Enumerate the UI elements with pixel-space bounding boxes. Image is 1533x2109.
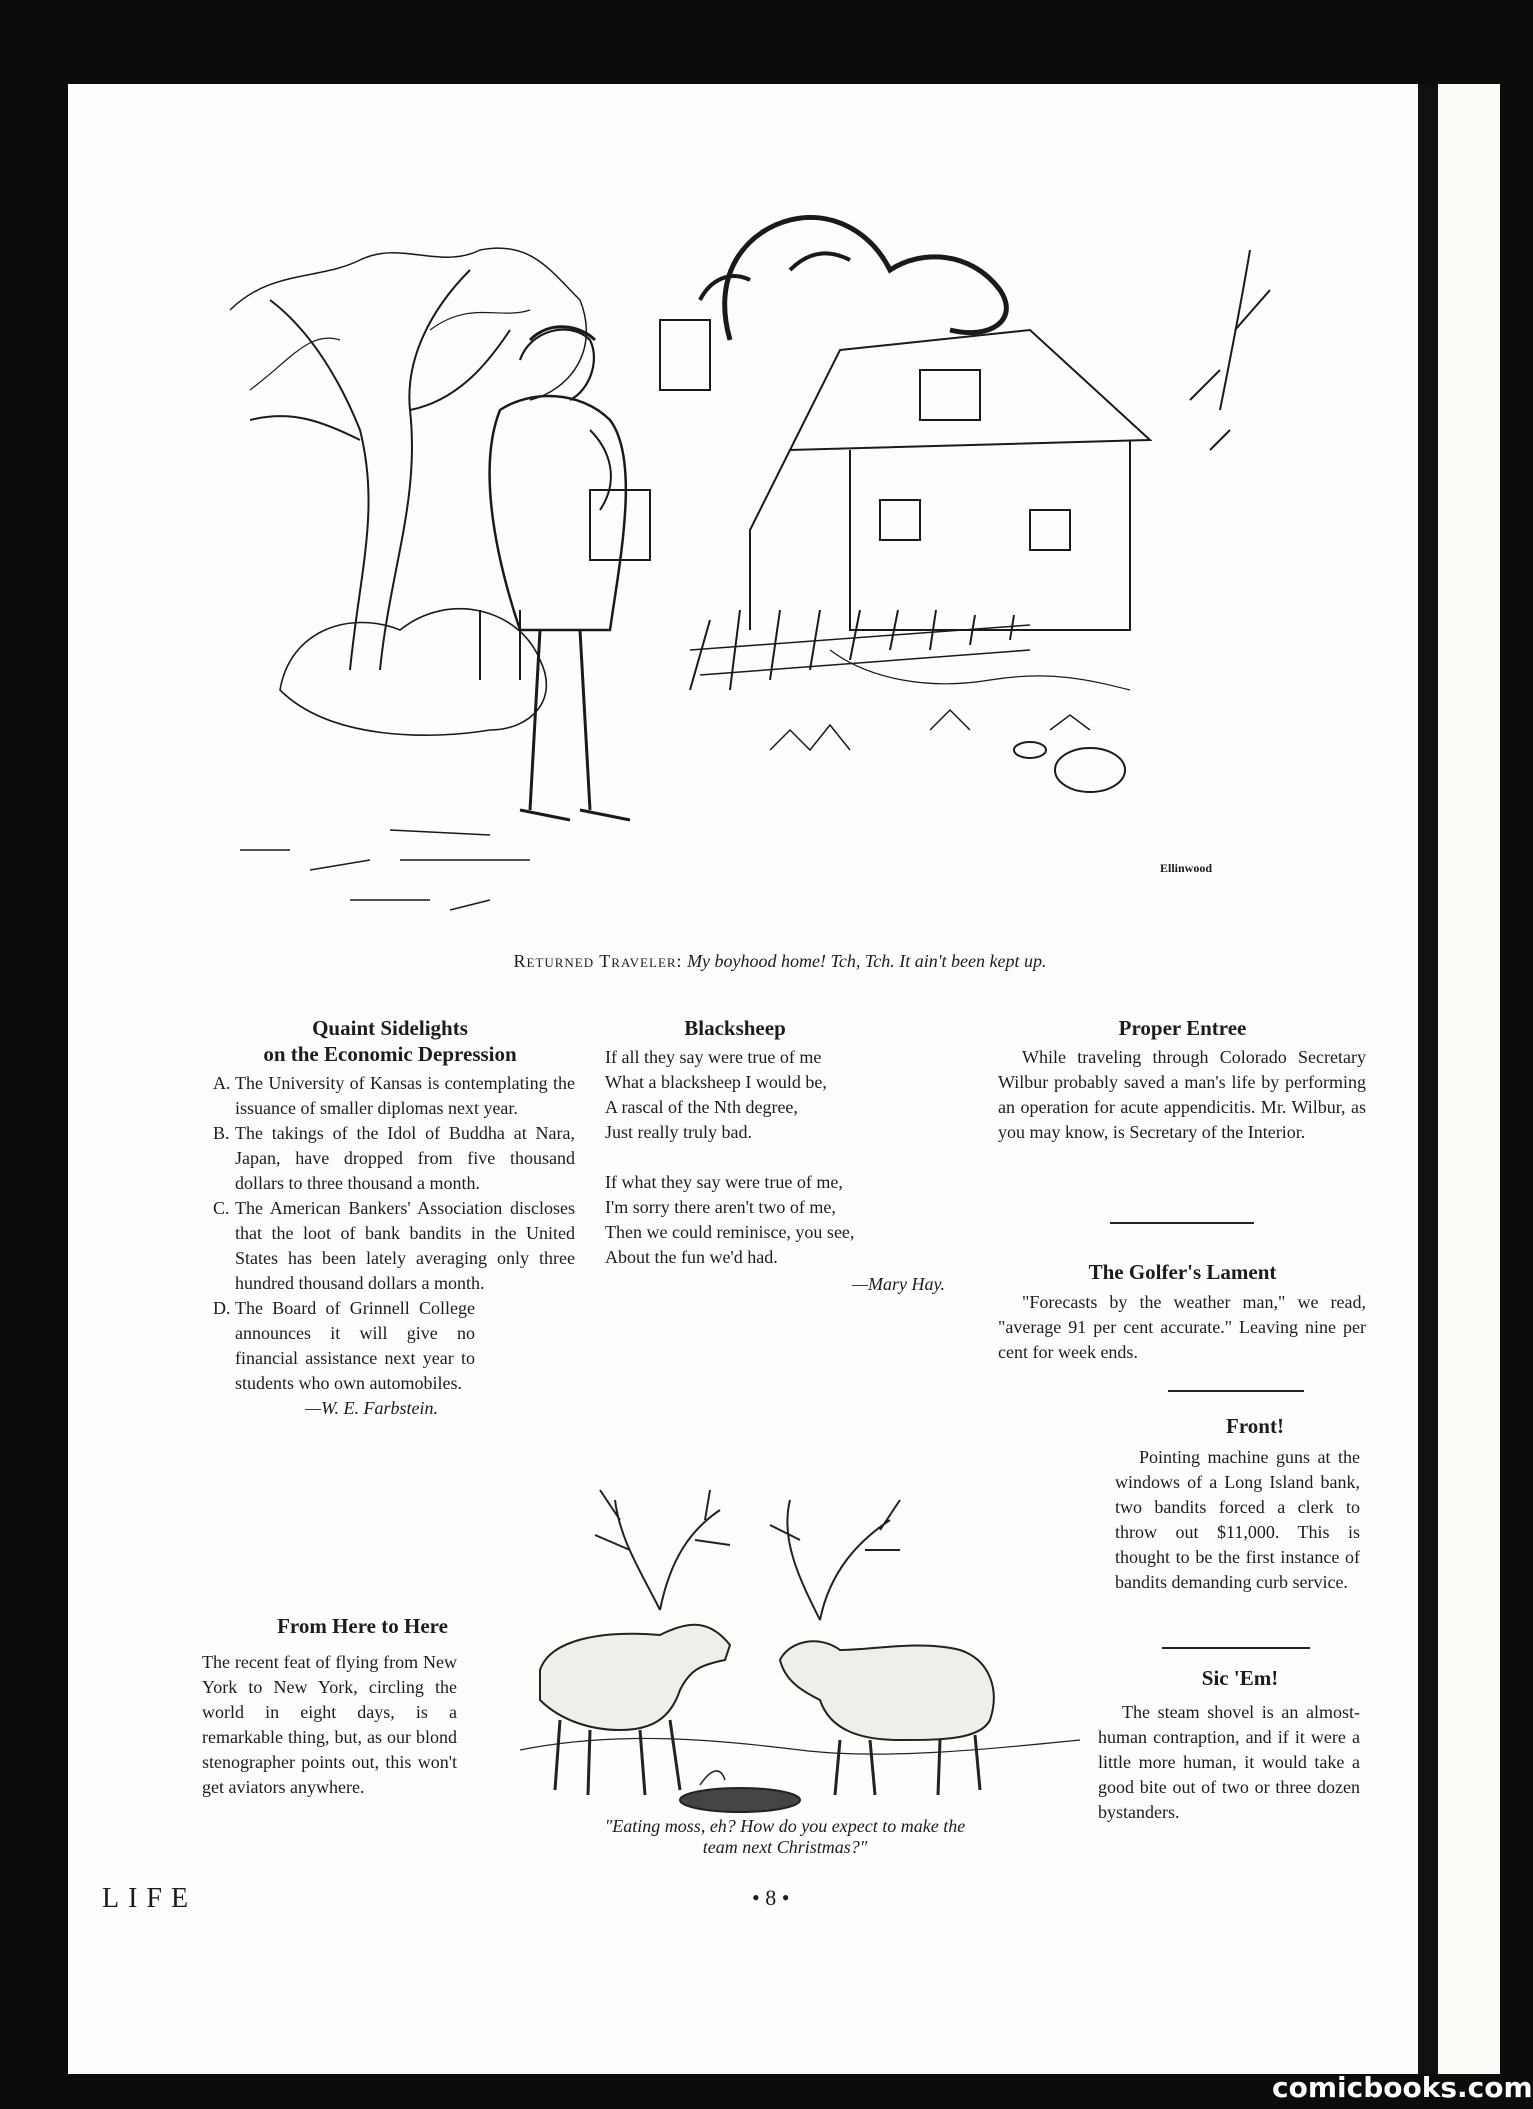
front-title: Front!	[1226, 1414, 1284, 1438]
watermark: comicbooks.com	[1272, 2071, 1533, 2104]
item-label: D.	[213, 1298, 231, 1318]
page-number: • 8 •	[752, 1885, 790, 1910]
proper-entree-title: Proper Entree	[1118, 1016, 1247, 1040]
reindeer-caption-line2: team next Christmas?"	[702, 1837, 868, 1857]
returned-traveler-illustration	[230, 210, 1390, 950]
magazine-name: LIFE	[102, 1883, 198, 1914]
caption-line: My boyhood home! Tch, Tch. It ain't been kept up.	[687, 951, 1047, 971]
list-item	[213, 1296, 475, 1396]
top-illustration-caption	[330, 951, 1230, 972]
item-text: The takings of the Idol of Buddha at Nara, Japan, have dropped from five thousand dollars to three thousand a month.	[235, 1123, 575, 1193]
reindeer-caption	[520, 1816, 1050, 1858]
quaint-title-line2: on the Economic Depression	[263, 1042, 517, 1066]
item-label: B.	[213, 1123, 230, 1143]
blacksheep-title: Blacksheep	[684, 1016, 786, 1040]
list-item	[213, 1196, 575, 1296]
here-to-here-text: The recent feat of flying from New York to New York, circling the world in eight days, is a remarkable thing, but, as our blond stenographer points out, this won't get aviators anywhere.	[202, 1652, 457, 1797]
poem-line: What a blacksheep I would be,	[605, 1072, 827, 1092]
divider	[1110, 1222, 1254, 1224]
divider	[1162, 1647, 1310, 1649]
poem-line: A rascal of the Nth degree,	[605, 1097, 798, 1117]
poem-line: If all they say were true of me	[605, 1047, 822, 1067]
top-illustration-signature: Ellinwood	[1160, 861, 1213, 875]
item-label: C.	[213, 1198, 230, 1218]
blacksheep-poem	[605, 1045, 945, 1297]
sic-em-title: Sic 'Em!	[1201, 1666, 1279, 1690]
front-text: Pointing machine guns at the windows of a Long Island bank, two bandits forced a clerk to throw out $11,000. This is thought to be the first instance of bandits demanding curb service.	[1115, 1447, 1360, 1592]
sic-em-text: The steam shovel is an almost-human contraption, and if it were a little more human, it would take a good bite out of two or three dozen bystanders.	[1098, 1702, 1360, 1822]
reindeer-caption-line1: "Eating moss, eh? How do you expect to make the	[604, 1816, 966, 1836]
golfers-lament-title: The Golfer's Lament	[1088, 1260, 1277, 1284]
blacksheep-signature: —Mary Hay.	[852, 1274, 945, 1294]
item-label: A.	[213, 1073, 231, 1093]
golfers-lament-text: "Forecasts by the weather man," we read, "average 91 per cent accurate." Leaving nine per cent for week ends.	[998, 1292, 1366, 1362]
quaint-sidelights-list	[213, 1071, 575, 1421]
divider	[1168, 1390, 1304, 1392]
item-text: The University of Kansas is contemplating the issuance of smaller diplomas next year.	[235, 1073, 575, 1118]
list-item	[213, 1121, 575, 1196]
next-page-edge	[1438, 84, 1500, 2074]
quaint-sidelights-title	[200, 1015, 580, 1067]
poem-line: Just really truly bad.	[605, 1122, 752, 1142]
caption-speaker: Returned Traveler:	[513, 951, 683, 971]
poem-line: Then we could reminisce, you see,	[605, 1222, 855, 1242]
reindeer-illustration	[520, 1450, 1080, 1810]
page-gutter	[1418, 84, 1438, 2074]
poem-line: About the fun we'd had.	[605, 1247, 778, 1267]
item-text: The American Bankers' Association discloses that the loot of bank bandits in the United States has been lately averaging only three hundred thousand dollars a month.	[235, 1198, 575, 1293]
poem-line: If what they say were true of me,	[605, 1172, 843, 1192]
proper-entree-text: While traveling through Colorado Secretary Wilbur probably saved a man's life by performing an operation for acute appendicitis. Mr. Wilbur, as you may know, is Secretary of the Interior.	[998, 1047, 1366, 1142]
here-to-here-title: From Here to Here	[277, 1614, 448, 1638]
list-item	[213, 1071, 575, 1121]
poem-line: I'm sorry there aren't two of me,	[605, 1197, 836, 1217]
quaint-signature: —W. E. Farbstein.	[305, 1398, 438, 1418]
quaint-title-line1: Quaint Sidelights	[312, 1016, 468, 1040]
item-text: The Board of Grinnell College announces it will give no financial assistance next year to students who own automobiles.	[235, 1298, 475, 1393]
